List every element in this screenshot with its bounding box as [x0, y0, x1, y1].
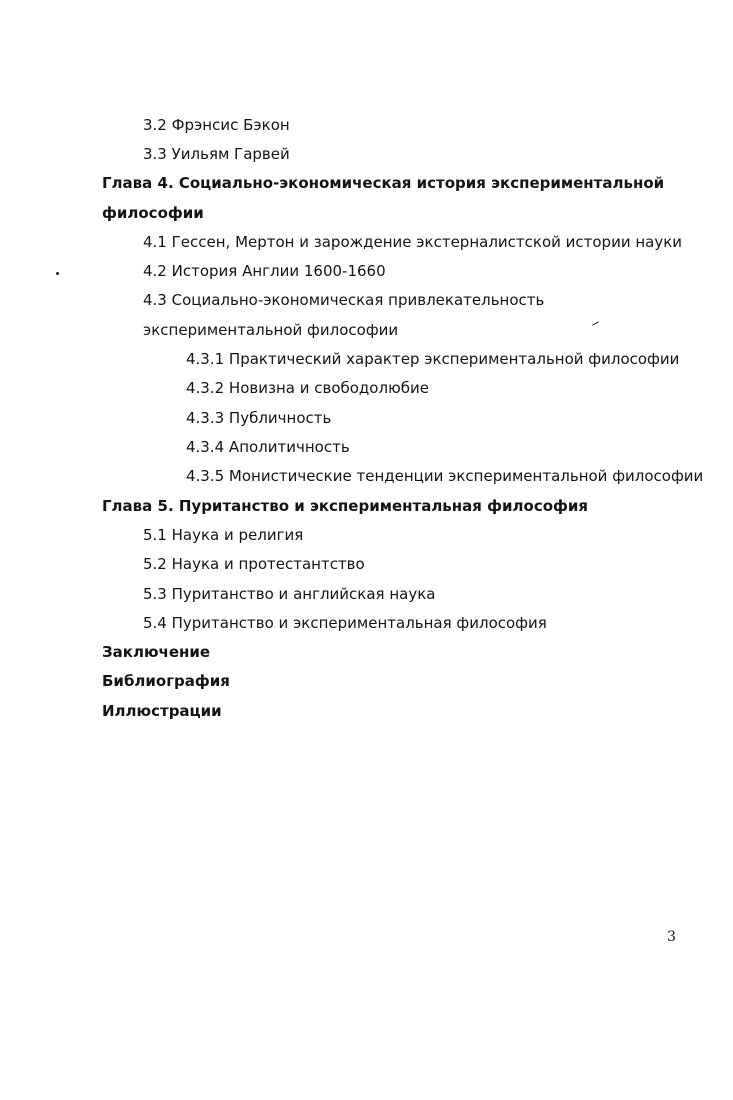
toc-entry: 3.2 Фрэнсис Бэкон [143, 116, 290, 134]
toc-entry: 4.1 Гессен, Мертон и зарождение экстерналистской истории науки [143, 233, 683, 251]
toc-entry: 4.2 История Англии 1600-1660 [143, 262, 386, 280]
scan-speck [56, 272, 59, 275]
toc-section-heading: Заключение [102, 643, 211, 661]
toc-subentry: 4.3.3 Публичность [186, 409, 332, 427]
toc-subentry: 4.3.2 Новизна и свободолюбие [186, 379, 429, 397]
page-number: 3 [667, 929, 676, 945]
toc-entry: 5.4 Пуританство и экспериментальная философия [143, 614, 547, 632]
toc-chapter-heading: Глава 5. Пуританство и экспериментальная философия [102, 497, 589, 515]
toc-section-heading: Иллюстрации [102, 702, 222, 720]
toc-subentry: 4.3.1 Практический характер экспериментальной философии [186, 350, 680, 368]
toc-subentry: 4.3.4 Аполитичность [186, 438, 350, 456]
toc-entry: 4.3 Социально-экономическая привлекательность [143, 291, 545, 309]
toc-section-heading: Библиография [102, 672, 230, 690]
toc-subentry: 4.3.5 Монистические тенденции экспериментальной философии [186, 467, 704, 485]
toc-entry: 5.2 Наука и протестантство [143, 555, 365, 573]
toc-chapter-heading: философии [102, 204, 204, 222]
toc-entry: 5.3 Пуританство и английская наука [143, 585, 436, 603]
toc-entry: 5.1 Наука и религия [143, 526, 304, 544]
toc-chapter-heading: Глава 4. Социально-экономическая история экспериментальной [102, 174, 665, 192]
toc-entry: экспериментальной философии [143, 321, 399, 339]
scan-speck [592, 321, 599, 325]
toc-entry: 3.3 Уильям Гарвей [143, 145, 290, 163]
